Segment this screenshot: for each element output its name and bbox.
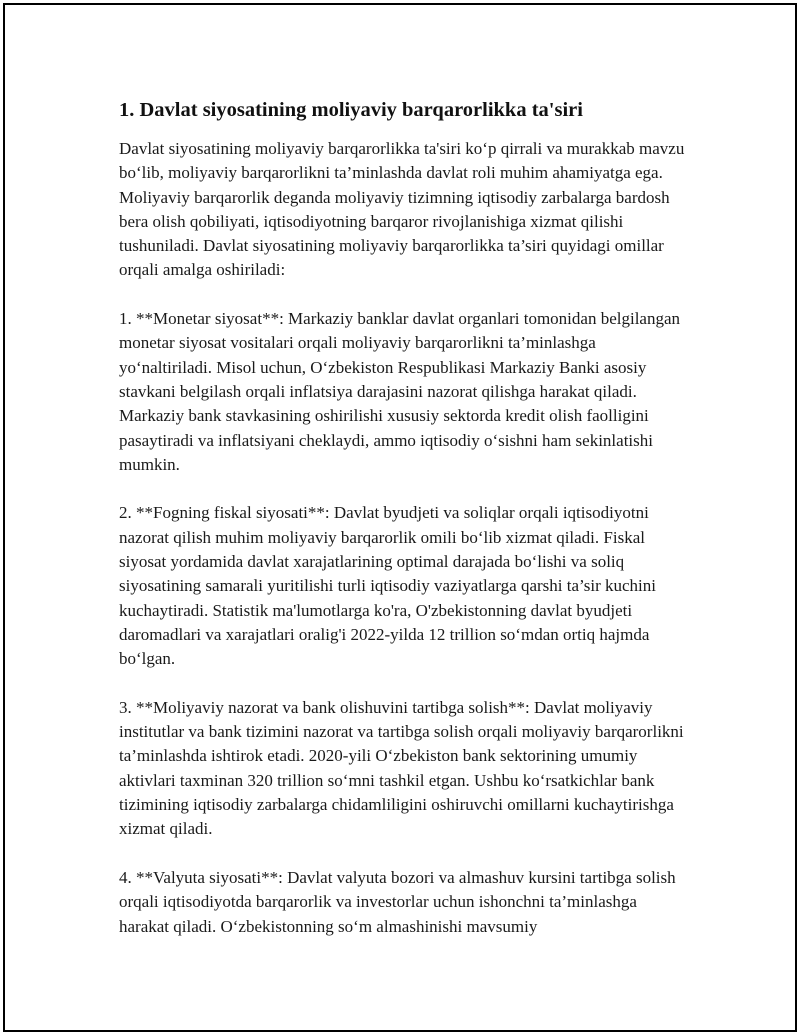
financial-oversight-paragraph: 3. **Moliyaviy nazorat va bank olishuvini tartibga solish**: Davlat moliyaviy institutlar va bank tizimini nazorat va tartibga solish orqali moliyaviy barqarorlikni ta’minlashda ishtirok etadi. 2020-yili O‘zbekiston bank sektorining umumiy aktivlari taxminan 320 trillion so‘mni tashkil etgan. Ushbu ko‘rsatkichlar bank tizimining iqtisodiy zarbalarga chidamliligini oshiruvchi omillarni kuchaytirishga xizmat qiladi. xyxy=(119,697,684,839)
monetary-policy-paragraph: 1. **Monetar siyosat**: Markaziy banklar davlat organlari tomonidan belgilangan monetar siyosat vositalari orqali moliyaviy barqarorlikni ta’minlashga yo‘naltiriladi. Misol uchun, O‘zbekiston Respublikasi Markaziy Banki asosiy stavkani belgilash orqali inflatsiya darajasini nazorat qilishga harakat qiladi. Markaziy bank stavkasining oshirilishi xususiy sektorda kredit olish faolligini pasaytiradi va inflatsiyani cheklaydi, ammo iqtisodiy o‘sishni ham sekinlatishi mumkin. xyxy=(119,309,681,474)
fiscal-policy-paragraph: 2. **Fogning fiskal siyosati**: Davlat byudjeti va soliqlar orqali iqtisodiyotni nazorat qilish muhim moliyaviy barqarorlik omili bo‘lib xizmat qiladi. Fiskal siyosat yordamida davlat xarajatlarining optimal darajada bo‘lishi va soliq siyosatining samarali yuritilishi turli iqtisodiy vaziyatlarga qarshi ta’sir kuchini kuchaytiradi. Statistik ma'lumotlarga ko'ra, O'zbekistonning davlat byudjeti daromadlari va xarajatlari oralig'i 2022-yilda 12 trillion so‘mdan ortiq hajmda bo‘lgan. xyxy=(119,503,656,669)
document-body xyxy=(119,97,689,963)
section-heading: 1. Davlat siyosatining moliyaviy barqarorlikka ta'siri xyxy=(119,99,583,121)
document-page xyxy=(3,3,797,1032)
currency-policy-paragraph: 4. **Valyuta siyosati**: Davlat valyuta bozori va almashuv kursini tartibga solish orqali iqtisodiyotda barqarorlik va investorlar uchun ishonchni ta’minlashga harakat qiladi. O‘zbekistonning so‘m almashinishi mavsumiy xyxy=(119,867,676,936)
intro-paragraph: Davlat siyosatining moliyaviy barqarorlikka ta'siri ko‘p qirrali va murakkab mavzu bo‘lib, moliyaviy barqarorlikni ta’minlashda davlat roli muhim ahamiyatga ega. Moliyaviy barqarorlik deganda moliyaviy tizimning iqtisodiy zarbalarga bardosh bera olish qobiliyati, iqtisodiyotning barqaror rivojlanishiga xizmat qilishi tushuniladi. Davlat siyosatining moliyaviy barqarorlikka ta’siri quyidagi omillar orqali amalga oshiriladi: xyxy=(119,139,685,280)
